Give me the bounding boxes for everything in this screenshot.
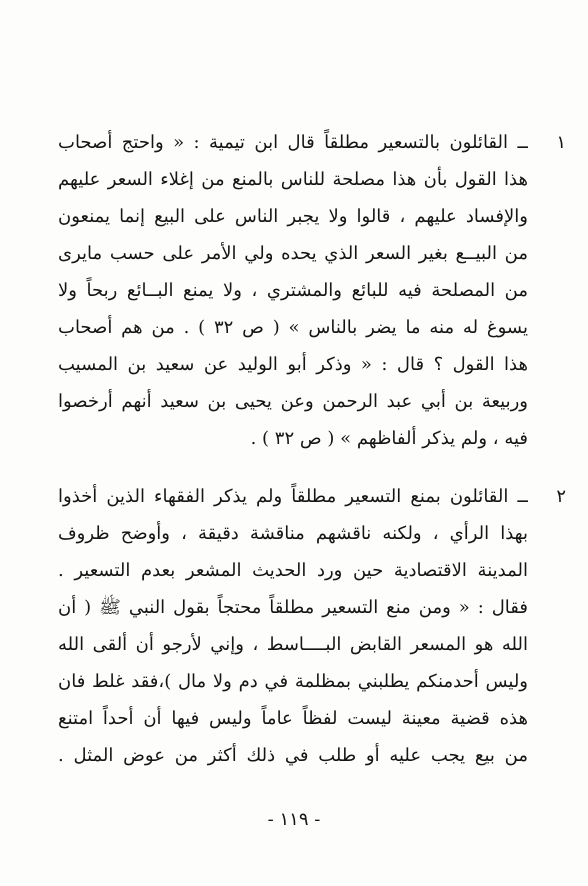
text-line: هذا القول ؟ قال : « وذكر أبو الوليد عن سعيد بن المسيب: [58, 354, 528, 375]
text-line: ــ القائلون بالتسعير مطلقاً قال ابن تيمية : « واحتج أصحاب: [58, 132, 528, 153]
text-line: هذه قضية معينة ليست لفظاً عاماً وليس فيها أن أحداً امتنع: [58, 708, 528, 729]
list-item-2: [58, 478, 566, 774]
text-line: فقال : « ومن منع التسعير مطلقاً محتجاً بقول النبي ﷺ ( أن: [58, 597, 528, 618]
text-line: وليس أحدمنكم يطلبني بمظلمة في دم ولا مال )،فقد غلط فان: [58, 671, 528, 692]
page-number: - ١١٩ -: [267, 809, 321, 830]
text-line: من المصلحة فيه للبائع والمشتري ، ولا يمنع البــائع ربحاً ولا: [58, 280, 528, 301]
text-line: والإفساد عليهم ، قالوا ولا يجبر الناس على البيع إنما يمنعون: [58, 206, 528, 227]
text-line: يسوغ له منه ما يضر بالناس » ( ص ٣٢ ) . من هم أصحاب: [58, 317, 528, 338]
item-number: ١: [556, 132, 566, 153]
text-line: وربيعة بن أبي عبد الرحمن وعن يحيى بن سعيد أنهم أرخصوا: [58, 391, 528, 412]
text-line: المدينة الاقتصادية حين ورد الحديث المشعر بعدم التسعير .: [58, 560, 528, 581]
text-line: من البيــع بغير السعر الذي يحده ولي الأمر على حسب مايرى: [58, 243, 528, 264]
text-line: بهذا الرأي ، ولكنه ناقشهم مناقشة دقيقة ، وأوضح ظروف: [58, 523, 528, 544]
item-number: ٢: [556, 486, 566, 507]
text-line: هذا القول بأن هذا مصلحة للناس بالمنع من إغلاء السعر عليهم: [58, 169, 528, 190]
text-line: فيه ، ولم يذكر ألفاظهم » ( ص ٣٢ ) .: [250, 428, 528, 449]
text-line: من بيع يجب عليه أو طلب في ذلك أكثر من عوض المثل .: [58, 745, 528, 766]
text-line: الله هو المسعر القابض البــــاسط ، وإني لأرجو أن ألقى الله: [58, 634, 528, 655]
text-line: ــ القائلون بمنع التسعير مطلقاً ولم يذكر الفقهاء الذين أخذوا: [58, 486, 528, 507]
list-item-1: [58, 124, 566, 457]
